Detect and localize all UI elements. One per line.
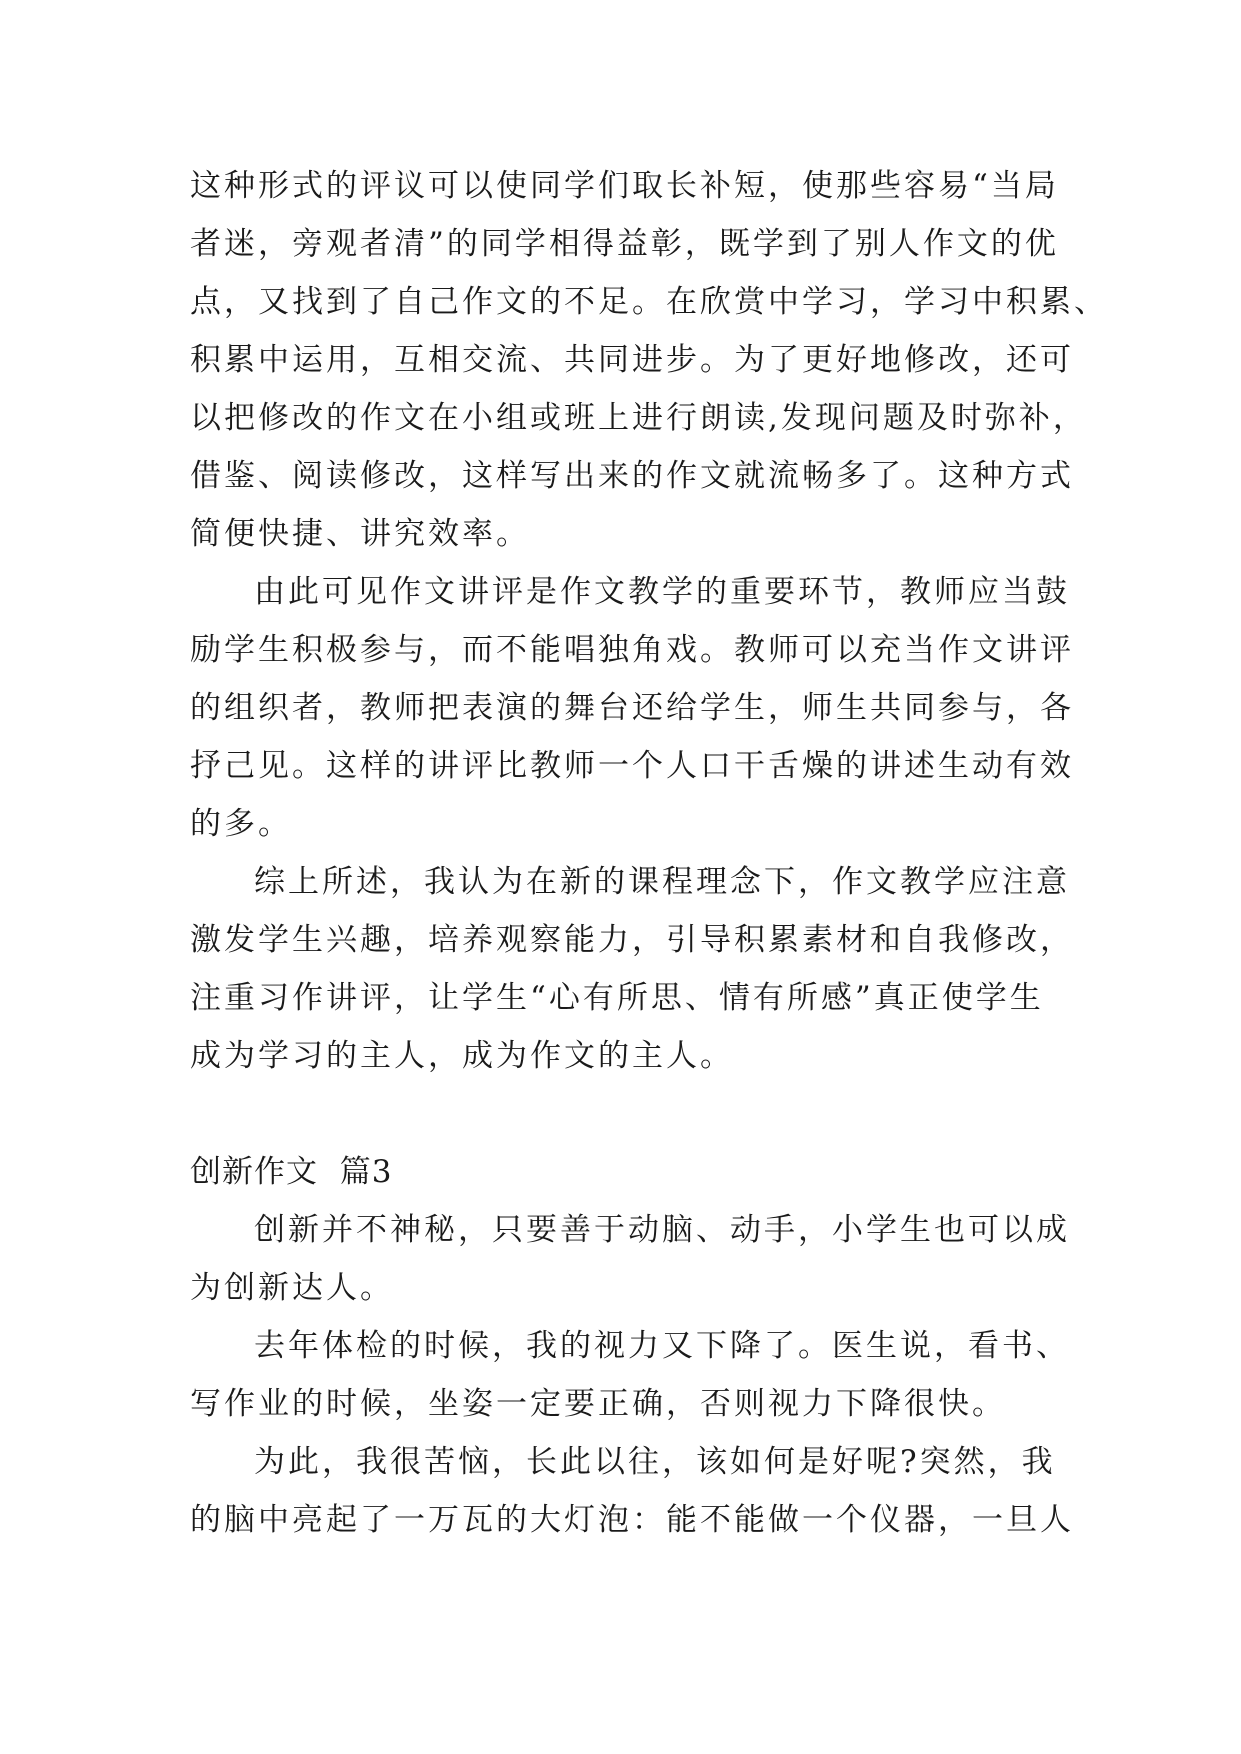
text-line: 的多。 — [190, 806, 292, 842]
paragraph-first-line: 去年体检的时候，我的视力又下降了。医生说，看书、 — [254, 1328, 1070, 1364]
text-line: 写作业的时候，坐姿一定要正确，否则视力下降很快。 — [190, 1386, 1006, 1422]
text-line: 点，又找到了自己作文的不足。在欣赏中学习，学习中积累、 — [190, 284, 1108, 320]
text-line: 以把修改的作文在小组或班上进行朗读,发现问题及时弥补， — [190, 400, 1087, 436]
text-line: 积累中运用，互相交流、共同进步。为了更好地修改，还可 — [190, 342, 1074, 378]
section-heading: 创新作文 篇3 — [190, 1154, 393, 1190]
paragraph-first-line: 为此，我很苦恼，长此以往，该如何是好呢?突然，我 — [254, 1444, 1056, 1480]
text-line: 注重习作讲评，让学生“心有所思、情有所感”真正使学生 — [190, 980, 1044, 1016]
text-line: 简便快捷、讲究效率。 — [190, 516, 530, 552]
paragraph-first-line: 创新并不神秘，只要善于动脑、动手，小学生也可以成 — [254, 1212, 1070, 1248]
text-line: 者迷，旁观者清”的同学相得益彰，既学到了别人作文的优 — [190, 226, 1059, 262]
paragraph-first-line: 综上所述，我认为在新的课程理念下，作文教学应注意 — [254, 864, 1070, 900]
paragraph-first-line: 由此可见作文讲评是作文教学的重要环节，教师应当鼓 — [254, 574, 1070, 610]
text-line: 的脑中亮起了一万瓦的大灯泡：能不能做一个仪器，一旦人 — [190, 1502, 1074, 1538]
text-line: 为创新达人。 — [190, 1270, 394, 1306]
text-line: 成为学习的主人，成为作文的主人。 — [190, 1038, 734, 1074]
text-line: 激发学生兴趣，培养观察能力，引导积累素材和自我修改， — [190, 922, 1074, 958]
text-line: 借鉴、阅读修改，这样写出来的作文就流畅多了。这种方式 — [190, 458, 1074, 494]
text-line: 励学生积极参与，而不能唱独角戏。教师可以充当作文讲评 — [190, 632, 1074, 668]
text-line: 这种形式的评议可以使同学们取长补短，使那些容易“当局 — [190, 168, 1059, 204]
text-line: 的组织者，教师把表演的舞台还给学生，师生共同参与，各 — [190, 690, 1074, 726]
text-line: 抒己见。这样的讲评比教师一个人口干舌燥的讲述生动有效 — [190, 748, 1074, 784]
